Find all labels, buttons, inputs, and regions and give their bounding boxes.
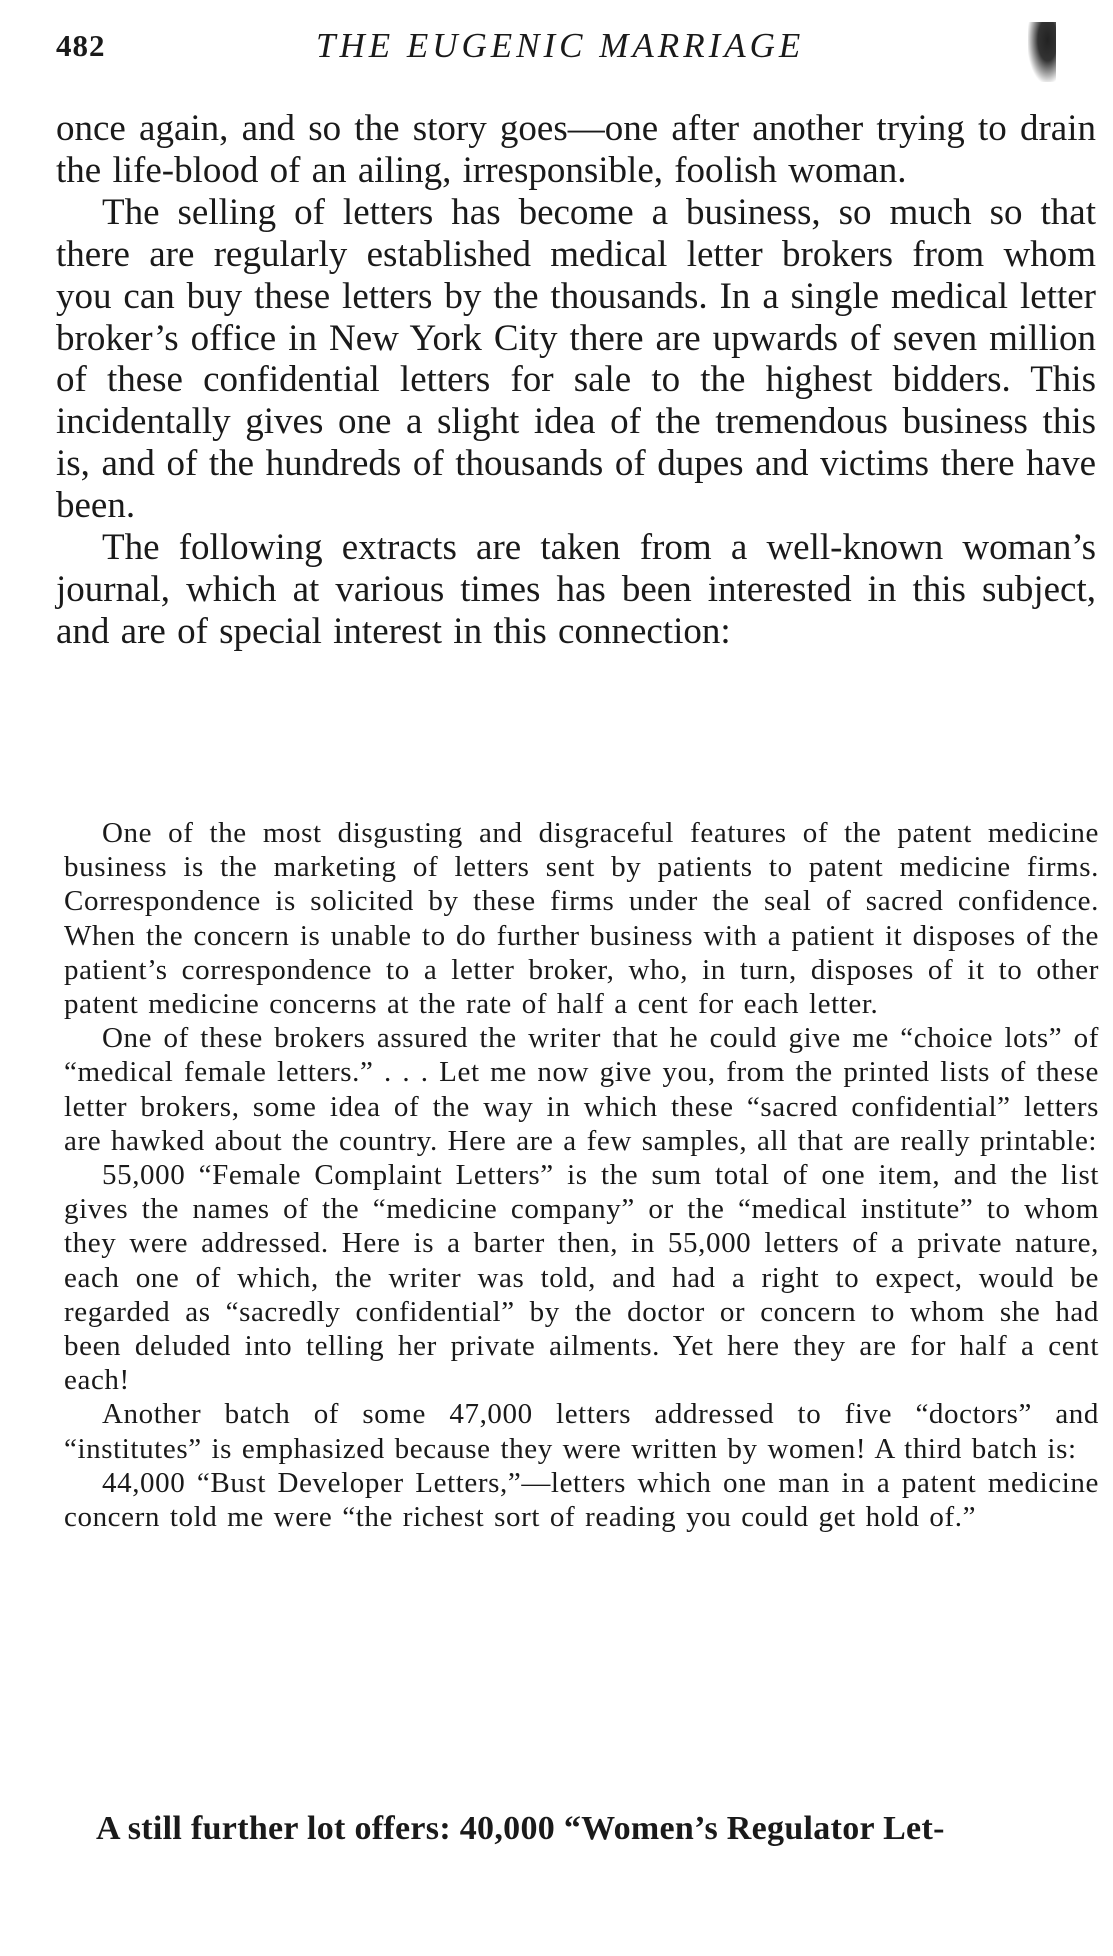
running-title: THE EUGENIC MARRIAGE xyxy=(316,26,805,65)
body-paragraph-3: The following extracts are taken from a well-known woman’s journal, which at various times has been interested in this subject, and are of special interest in this connection: xyxy=(56,527,1096,652)
page-number: 482 xyxy=(56,28,106,63)
extract-paragraph-3: 55,000 “Female Complaint Letters” is the sum total of one item, and the list gives the names of the “medicine company” or the “medical institute” to whom they were addressed. Here is a barter then, in 55,000 letters of a private nature, each one of which, the writer was told, and had a right to expect, would be regarded as “sacredly confidential” by the doctor or concern to whom she had been deluded into telling her private ailments. Yet here they are for half a cent each! xyxy=(64,1159,1099,1397)
closing-line: A still further lot offers: 40,000 “Women’s Regulator Let- xyxy=(96,1810,945,1847)
extract-paragraph-2: One of these brokers assured the writer that he could give me “choice lots” of “medical female letters.” . . . Let me now give you, from the printed lists of these letter brokers, some idea of the way in which these “sacred confidential” letters are hawked about the country. Here are a few samples, all that are really printable: xyxy=(64,1022,1099,1157)
extract-paragraph-4: Another batch of some 47,000 letters addressed to five “doctors” and “institutes” is emphasized because they were written by women! A third batch is: xyxy=(64,1398,1099,1465)
main-text xyxy=(56,108,1096,653)
extract-paragraph-5: 44,000 “Bust Developer Letters,”—letters which one man in a patent medicine concern told me were “the richest sort of reading you could get hold of.” xyxy=(64,1466,1099,1534)
body-paragraph-2: The selling of letters has become a business, so much so that there are regularly established medical letter brokers from whom you can buy these letters by the thousands. In a single medical letter broker’s office in New York City there are upwards of seven million of these confidential letters for sale to the highest bidders. This incidentally gives one a slight idea of the tremendous business this is, and of the hundreds of thousands of dupes and victims there have been. xyxy=(56,191,1096,527)
quoted-extract xyxy=(64,816,1099,1534)
page-corner-smudge xyxy=(1028,22,1056,82)
body-paragraph-1: once again, and so the story goes—one after another trying to drain the life-blood of an ailing, irresponsible, foolish woman. xyxy=(56,108,1096,191)
page-header xyxy=(56,22,1056,72)
extract-paragraph-1: One of the most disgusting and disgraceful features of the patent medicine business is the marketing of letters sent by patients to patent medicine firms. Correspondence is solicited by these firms under the seal of sacred confidence. When the concern is unable to do further business with a patient it disposes of the patient’s correspondence to a letter broker, who, in turn, disposes of it to other patent medicine concerns at the rate of half a cent for each letter. xyxy=(64,817,1099,1021)
